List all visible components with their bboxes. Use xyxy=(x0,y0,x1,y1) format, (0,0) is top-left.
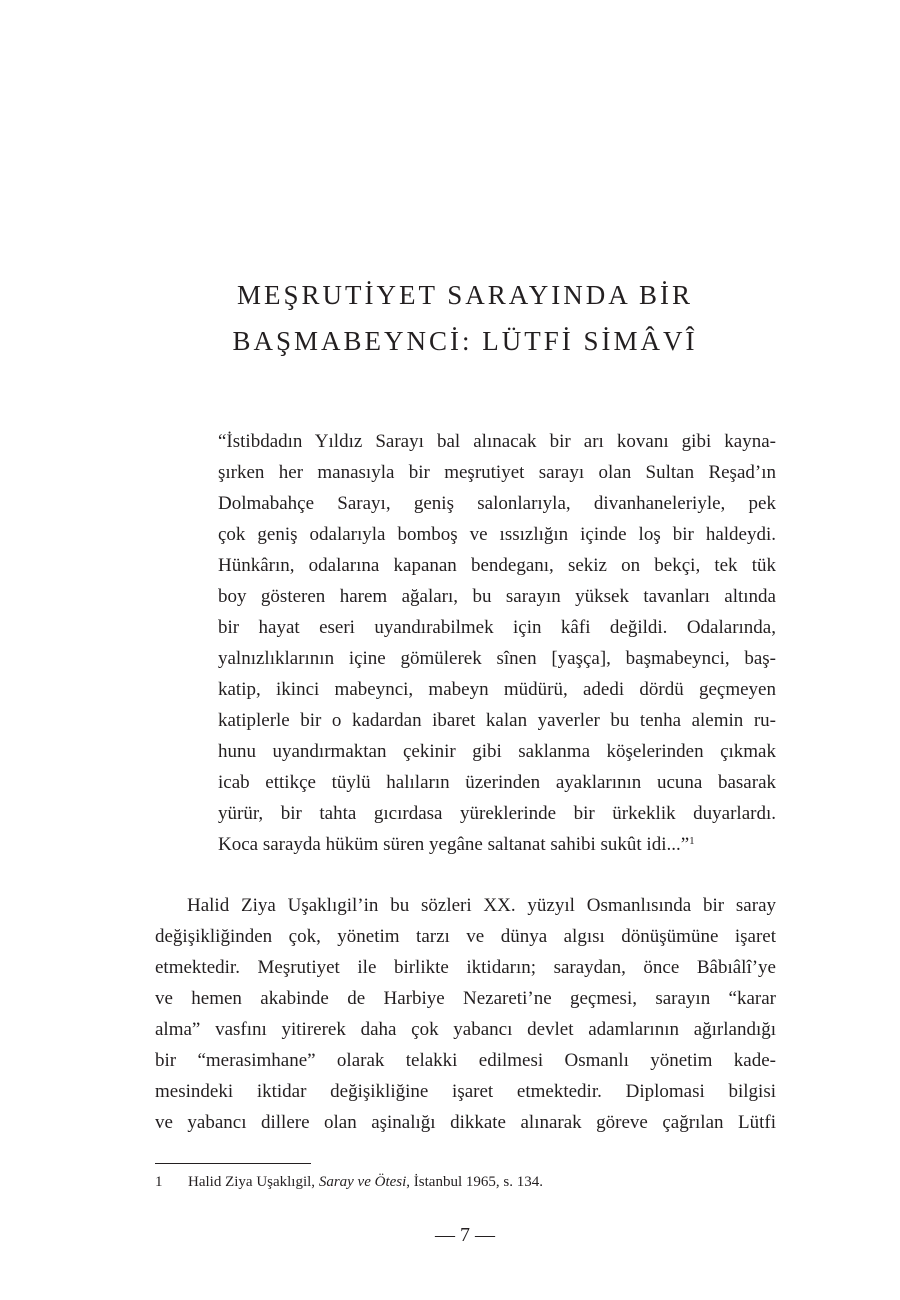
body-line: Halid Ziya Uşaklıgil’in bu sözleri XX. yüzyıl Osmanlısında bir saray xyxy=(187,895,776,916)
footnote-divider xyxy=(155,1163,311,1164)
chapter-title xyxy=(150,272,780,364)
quote-line: “İstibdadın Yıldız Sarayı bal alınacak bir arı kovanı gibi kayna- xyxy=(218,431,776,452)
quote-line: bir hayat eseri uyandırabilmek için kâfi değildi. Odalarında, xyxy=(218,617,776,638)
footnote xyxy=(155,1170,543,1194)
quote-line: Dolmabahçe Sarayı, geniş salonlarıyla, divanhaneleriyle, pek xyxy=(218,493,776,514)
chapter-title-line-1: MEŞRUTİYET SARAYINDA BİR xyxy=(236,280,694,310)
body-paragraph xyxy=(155,890,776,1138)
quote-last-line xyxy=(218,829,776,860)
quote-line: icab ettikçe tüylü halıların üzerinden ayaklarının ucuna basarak xyxy=(218,772,776,793)
body-line: değişikliğinden çok, yönetim tarzı ve dünya algısı dönüşümüne işaret xyxy=(155,926,776,947)
page-number: — 7 — xyxy=(435,1224,495,1246)
block-quote xyxy=(218,426,776,860)
quote-line: boy gösteren harem ağaları, bu sarayın yüksek tavanları altında xyxy=(218,586,776,607)
footnote-number: 1 xyxy=(155,1174,163,1190)
footnote-author: Halid Ziya Uşaklıgil, xyxy=(188,1174,319,1190)
quote-line-text: Koca sarayda hüküm süren yegâne saltanat sahibi sukût idi...” xyxy=(218,834,690,855)
body-line: etmektedir. Meşrutiyet ile birlikte iktidarın; saraydan, önce Bâbıâlî’ye xyxy=(155,957,776,978)
footnote-details: , İstanbul 1965, s. 134. xyxy=(406,1174,543,1190)
body-line: ve hemen akabinde de Harbiye Nezareti’ne geçmesi, sarayın “karar xyxy=(155,988,776,1009)
footnote-reference[interactable]: 1 xyxy=(689,835,695,847)
body-line: alma” vasfını yitirerek daha çok yabancı devlet adamlarının ağırlandığı xyxy=(155,1019,776,1040)
chapter-title-line-2: BAŞMABEYNCİ: LÜTFİ SİMÂVÎ xyxy=(232,326,698,356)
quote-line: katip, ikinci mabeynci, mabeyn müdürü, adedi dördü geçmeyen xyxy=(218,679,776,700)
quote-line: yürür, bir tahta gıcırdasa yüreklerinde bir ürkeklik duyarlardı. xyxy=(218,803,776,824)
body-line: mesindeki iktidar değişikliğine işaret etmektedir. Diplomasi bilgisi xyxy=(155,1081,776,1102)
quote-line: katiplerle bir o kadardan ibaret kalan yaverler bu tenha alemin ru- xyxy=(218,710,776,731)
quote-line: şırken her manasıyla bir meşrutiyet sarayı olan Sultan Reşad’ın xyxy=(218,462,776,483)
quote-line: yalnızlıklarının içine gömülerek sînen [yaşça], başmabeynci, baş- xyxy=(218,648,776,669)
quote-line: hunu uyandırmaktan çekinir gibi saklanma köşelerinden çıkmak xyxy=(218,741,776,762)
quote-line: Hünkârın, odalarına kapanan bendeganı, sekiz on bekçi, tek tük xyxy=(218,555,776,576)
body-line: ve yabancı dillere olan aşinalığı dikkate alınarak göreve çağrılan Lütfi xyxy=(155,1112,776,1133)
footnote-book-title: Saray ve Ötesi xyxy=(318,1174,407,1190)
quote-line: çok geniş odalarıyla bomboş ve ıssızlığın içinde loş bir haldeydi. xyxy=(218,524,776,545)
body-line: bir “merasimhane” olarak telakki edilmesi Osmanlı yönetim kade- xyxy=(155,1050,776,1071)
